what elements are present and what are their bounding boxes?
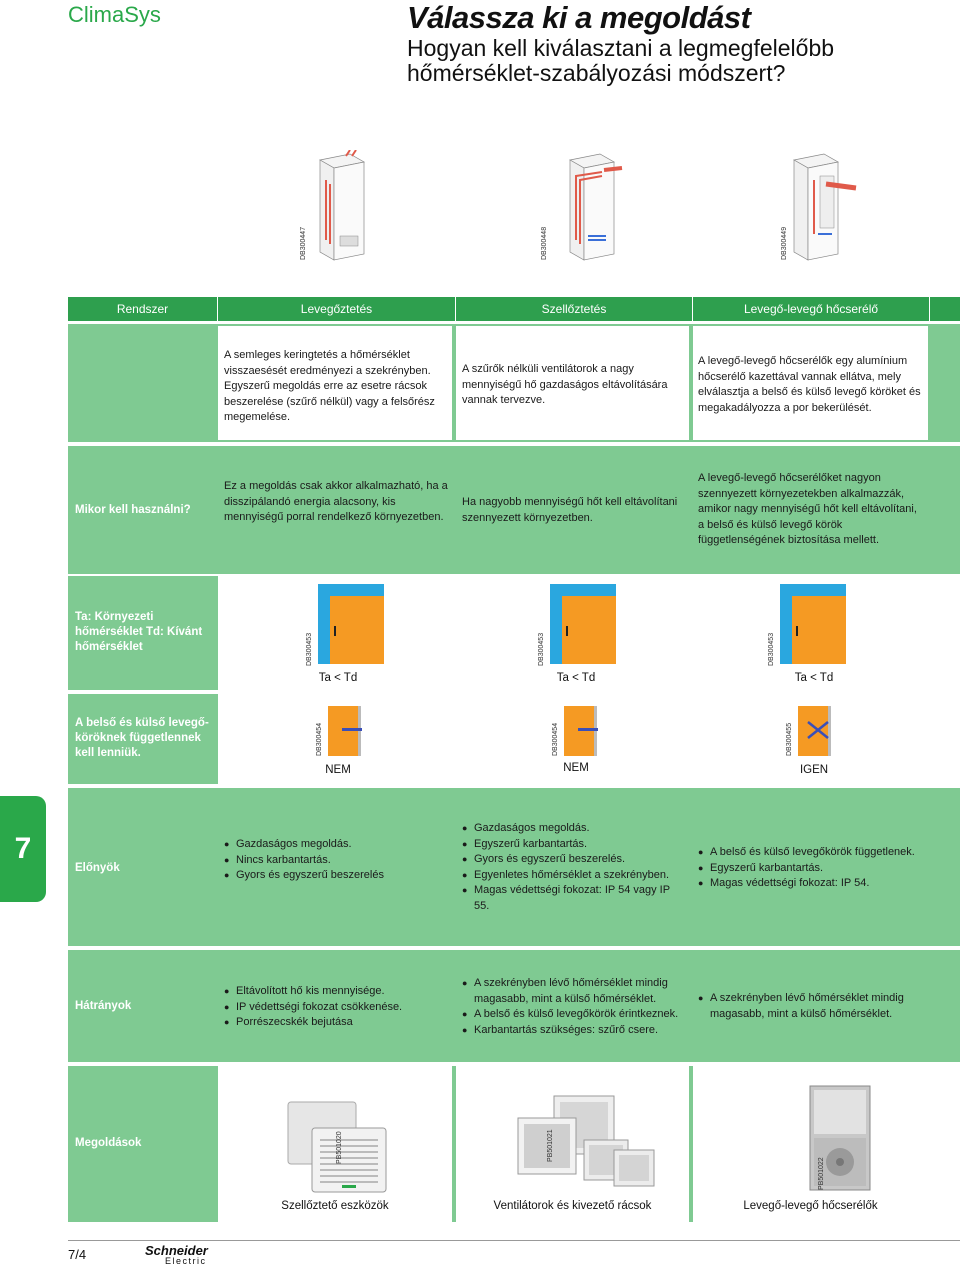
pros-ventilation-list — [224, 837, 450, 884]
list-item: ● A szekrényben lévő hőmérséklet mindig magasabb, mint a külső hőmérséklet. — [462, 976, 690, 1007]
fans-product-image — [494, 1092, 664, 1192]
list-item: ● Gyors és egyszerű beszerelés — [224, 868, 450, 884]
temp-diagram-1 — [318, 584, 384, 664]
list-item: ● IP védettségi fokozat csökkenése. — [224, 1000, 450, 1016]
when-airing: Ha nagyobb mennyiségű hőt kell eltávolítani szennyezett környezetben. — [462, 496, 678, 524]
page-title: Válassza ki a megoldást — [407, 0, 751, 35]
indep-value-3: IGEN — [799, 764, 829, 776]
temp-tag-3: DB300453 — [768, 632, 775, 666]
indep-value-1: NEM — [325, 764, 351, 776]
pros-row — [68, 788, 960, 946]
indep-value-2: NEM — [563, 762, 589, 774]
table-header — [68, 297, 960, 321]
page-number: 7/4 — [68, 1247, 87, 1262]
list-item: ● Magas védettségi fokozat: IP 54. — [698, 876, 926, 892]
header-ventilation: Levegőztetés — [218, 297, 456, 321]
pros-label: Előnyök — [75, 862, 120, 874]
caption-grilles: Szellőztető eszközök — [281, 1200, 389, 1212]
temp-tag-1: DB300453 — [306, 632, 313, 666]
product-tag-2: PB501021 — [547, 1129, 554, 1162]
caption-fans: Ventilátorok és kivezető rácsok — [493, 1200, 652, 1212]
temperature-row — [68, 576, 960, 690]
list-item: ● Egyszerű karbantartás. — [698, 861, 926, 877]
indep-diagram-2 — [564, 706, 594, 756]
cabinet-tag-1: DB300447 — [300, 226, 307, 260]
footer-divider — [68, 1240, 960, 1241]
cons-label: Hátrányok — [75, 1000, 132, 1012]
list-item: ● A belső és külső levegőkörök függetlenek. — [698, 845, 926, 861]
product-tag-1: PB501020 — [336, 1131, 343, 1164]
caption-exchangers: Levegő-levegő hőcserélők — [743, 1200, 878, 1212]
independence-label: A belső és külső levegő-köröknek függetlennek kell lenniük. — [75, 717, 209, 759]
brand-name: ClimaSys — [68, 2, 161, 27]
pros-airing-list — [462, 821, 688, 914]
solutions-row — [68, 1066, 960, 1222]
logo-text-bottom: Electric — [165, 1256, 207, 1266]
list-item: ● Eltávolított hő kis mennyisége. — [224, 984, 450, 1000]
temp-value-2: Ta < Td — [556, 672, 596, 684]
list-item: ● Gazdaságos megoldás. — [462, 821, 688, 837]
when-exchanger: A levegő-levegő hőcserélőket nagyon szennyezett környezetekben alkalmazzák, amikor nagy mennyiségű hőt kell eltávolítani, a belső és külső levegő körök függetlenségének biztosítása mellett. — [698, 472, 917, 546]
list-item: ● Porrészecskék bejutása — [224, 1015, 450, 1031]
header-airing: Szellőztetés — [456, 297, 693, 321]
list-item: ● Gyors és egyszerű beszerelés. — [462, 852, 688, 868]
cons-airing-list — [462, 976, 690, 1038]
description-airing: A szűrők nélküli ventilátorok a nagy mennyiségű hő gazdaságos eltávolítására vannak tervezve. — [462, 363, 668, 406]
when-row — [68, 446, 960, 574]
list-item: ● Egyenletes hőmérséklet a szekrényben. — [462, 868, 688, 884]
description-row — [68, 324, 960, 442]
chapter-tab: 7 — [0, 796, 46, 902]
cabinet-illustration-exchanger — [780, 150, 880, 262]
temp-tag-2: DB300453 — [538, 632, 545, 666]
page-subtitle: Hogyan kell kiválasztani a legmegfelelőbb hőmérséklet-szabályozási módszert? — [407, 35, 835, 86]
temperature-label: Ta: Környezeti hőmérséklet Td: Kívánt hőmérséklet — [75, 611, 203, 653]
list-item: ● Gazdaságos megoldás. — [224, 837, 450, 853]
product-tag-3: PB501022 — [818, 1157, 825, 1190]
description-ventilation: A semleges keringtetés a hőmérséklet visszaesését eredményezi a szekrényben. Egyszerű megoldás erre az esetre rácsok beszerelése (szűrő nélkül) vagy a felsőrész megemelése. — [224, 349, 435, 423]
list-item: ● Magas védettségi fokozat: IP 54 vagy IP 55. — [462, 883, 688, 914]
temp-diagram-2 — [550, 584, 616, 664]
list-item: ● Egyszerű karbantartás. — [462, 837, 688, 853]
when-label: Mikor kell használni? — [75, 504, 191, 516]
schneider-logo — [145, 1245, 208, 1267]
list-item: ● A szekrényben lévő hőmérséklet mindig magasabb, mint a külső hőmérséklet. — [698, 991, 926, 1022]
logo-text-top: Schneider — [145, 1243, 208, 1258]
list-item: ● A belső és külső levegőkörök érintkeznek. — [462, 1007, 690, 1023]
list-item: ● Karbantartás szükséges: szűrő csere. — [462, 1023, 690, 1039]
cabinet-tag-3: DB300449 — [781, 226, 788, 260]
header-exchanger: Levegő-levegő hőcserélő — [693, 297, 930, 321]
cabinet-tag-2: DB300448 — [541, 226, 548, 260]
independence-row — [68, 694, 960, 784]
pros-exchanger-list — [698, 845, 926, 892]
exchanger-product-image — [800, 1082, 880, 1192]
indep-tag-1: DB300454 — [316, 722, 323, 756]
indep-diagram-3 — [798, 706, 828, 756]
header-system: Rendszer — [68, 297, 218, 321]
cons-ventilation-list — [224, 984, 450, 1031]
indep-diagram-1 — [328, 706, 358, 756]
temp-diagram-3 — [780, 584, 846, 664]
list-item: ● Nincs karbantartás. — [224, 853, 450, 869]
indep-tag-2: DB300454 — [552, 722, 559, 756]
cons-exchanger-list — [698, 991, 926, 1022]
temp-value-3: Ta < Td — [794, 672, 834, 684]
cabinet-illustration-fan — [540, 150, 640, 262]
temp-value-1: Ta < Td — [318, 672, 358, 684]
solutions-label: Megoldások — [75, 1137, 142, 1149]
cons-row — [68, 950, 960, 1062]
when-ventilation: Ez a megoldás csak akkor alkalmazható, ha a disszipálandó energia alacsony, kis mennyiségű porral rendelkező környezetben. — [224, 480, 448, 523]
indep-tag-3: DB300455 — [786, 722, 793, 756]
description-exchanger: A levegő-levegő hőcserélők egy alumínium hőcserélő kazettával vannak ellátva, mely elválasztja a belső és külső levegő köröket és megakadályozza a por bekerülését. — [698, 355, 921, 414]
